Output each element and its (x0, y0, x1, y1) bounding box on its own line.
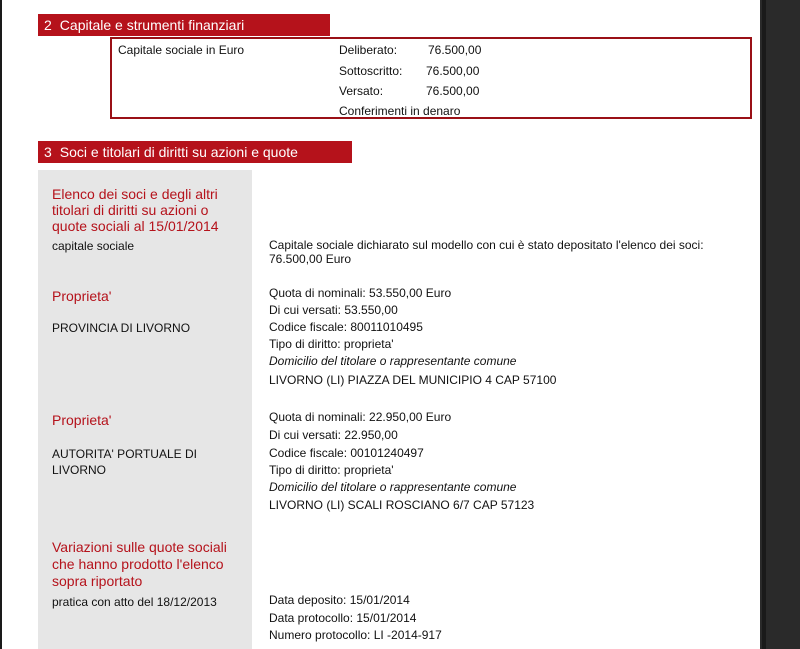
owner-2-domicilio-label: Domicilio del titolare o rappresentante comune (269, 480, 517, 494)
owner-2-name-line-2: LIVORNO (52, 463, 107, 477)
sottoscritto-value: 76.500,00 (426, 64, 480, 78)
owner-2-domicilio: LIVORNO (LI) SCALI ROSCIANO 6/7 CAP 57123 (269, 498, 535, 512)
owner-2-quota: Quota di nominali: 22.950,00 Euro (269, 410, 452, 424)
owner-2-versati: Di cui versati: 22.950,00 (269, 428, 398, 442)
conferimenti-text: Conferimenti in denaro (339, 104, 461, 118)
owner-1-name: PROVINCIA DI LIVORNO (52, 321, 191, 335)
elenco-title-line-1: Elenco dei soci e degli altri (52, 186, 218, 202)
owner-2-diritto: Tipo di diritto: proprieta' (269, 463, 394, 477)
variazioni-title-line-1: Variazioni sulle quote sociali (52, 539, 227, 555)
section-title: Soci e titolari di diritti su azioni e quote (59, 144, 298, 160)
deliberato-label: Deliberato: (339, 43, 398, 57)
section-number: 3 (44, 144, 52, 160)
section-title: Capitale e strumenti finanziari (59, 17, 245, 33)
variazioni-title-line-3: sopra riportato (52, 573, 143, 589)
versato-value: 76.500,00 (426, 84, 480, 98)
versato-label: Versato: (339, 84, 384, 98)
variazioni-title-line-2: che hanno prodotto l'elenco (52, 556, 224, 572)
owner-1-versati: Di cui versati: 53.550,00 (269, 303, 398, 317)
data-deposito: Data deposito: 15/01/2014 (269, 593, 410, 607)
owner-1-type: Proprieta' (52, 288, 112, 304)
pratica-label: pratica con atto del 18/12/2013 (52, 595, 217, 609)
owner-1-diritto: Tipo di diritto: proprieta' (269, 337, 394, 351)
section-number: 2 (44, 17, 52, 33)
owner-1-quota: Quota di nominali: 53.550,00 Euro (269, 286, 452, 300)
elenco-title-line-3: quote sociali al 15/01/2014 (52, 218, 219, 234)
capitale-sociale-text-1: Capitale sociale dichiarato sul modello con cui è stato depositato l'elenco dei soci: (269, 238, 704, 252)
section-header-capitale (38, 14, 330, 36)
deliberato-value: 76.500,00 (428, 43, 482, 57)
page-left-border (0, 0, 2, 649)
elenco-title-line-2: titolari di diritti su azioni o (52, 202, 209, 218)
capitale-sociale-label: capitale sociale (52, 239, 135, 253)
data-protocollo: Data protocollo: 15/01/2014 (269, 611, 417, 625)
sottoscritto-label: Sottoscritto: (339, 64, 403, 78)
owner-2-name-line-1: AUTORITA' PORTUALE DI (52, 447, 197, 461)
owner-1-codice: Codice fiscale: 80011010495 (269, 320, 423, 334)
owner-1-domicilio-label: Domicilio del titolare o rappresentante comune (269, 354, 517, 368)
capitale-label: Capitale sociale in Euro (118, 43, 245, 57)
section-header-soci (38, 141, 352, 163)
owner-2-type: Proprieta' (52, 412, 112, 428)
owner-2-codice: Codice fiscale: 00101240497 (269, 446, 424, 460)
page-right-border (762, 0, 766, 649)
capitale-sociale-text-2: 76.500,00 Euro (269, 252, 352, 266)
numero-protocollo: Numero protocollo: LI -2014-917 (269, 628, 442, 642)
owner-1-domicilio: LIVORNO (LI) PIAZZA DEL MUNICIPIO 4 CAP 57100 (269, 373, 557, 387)
